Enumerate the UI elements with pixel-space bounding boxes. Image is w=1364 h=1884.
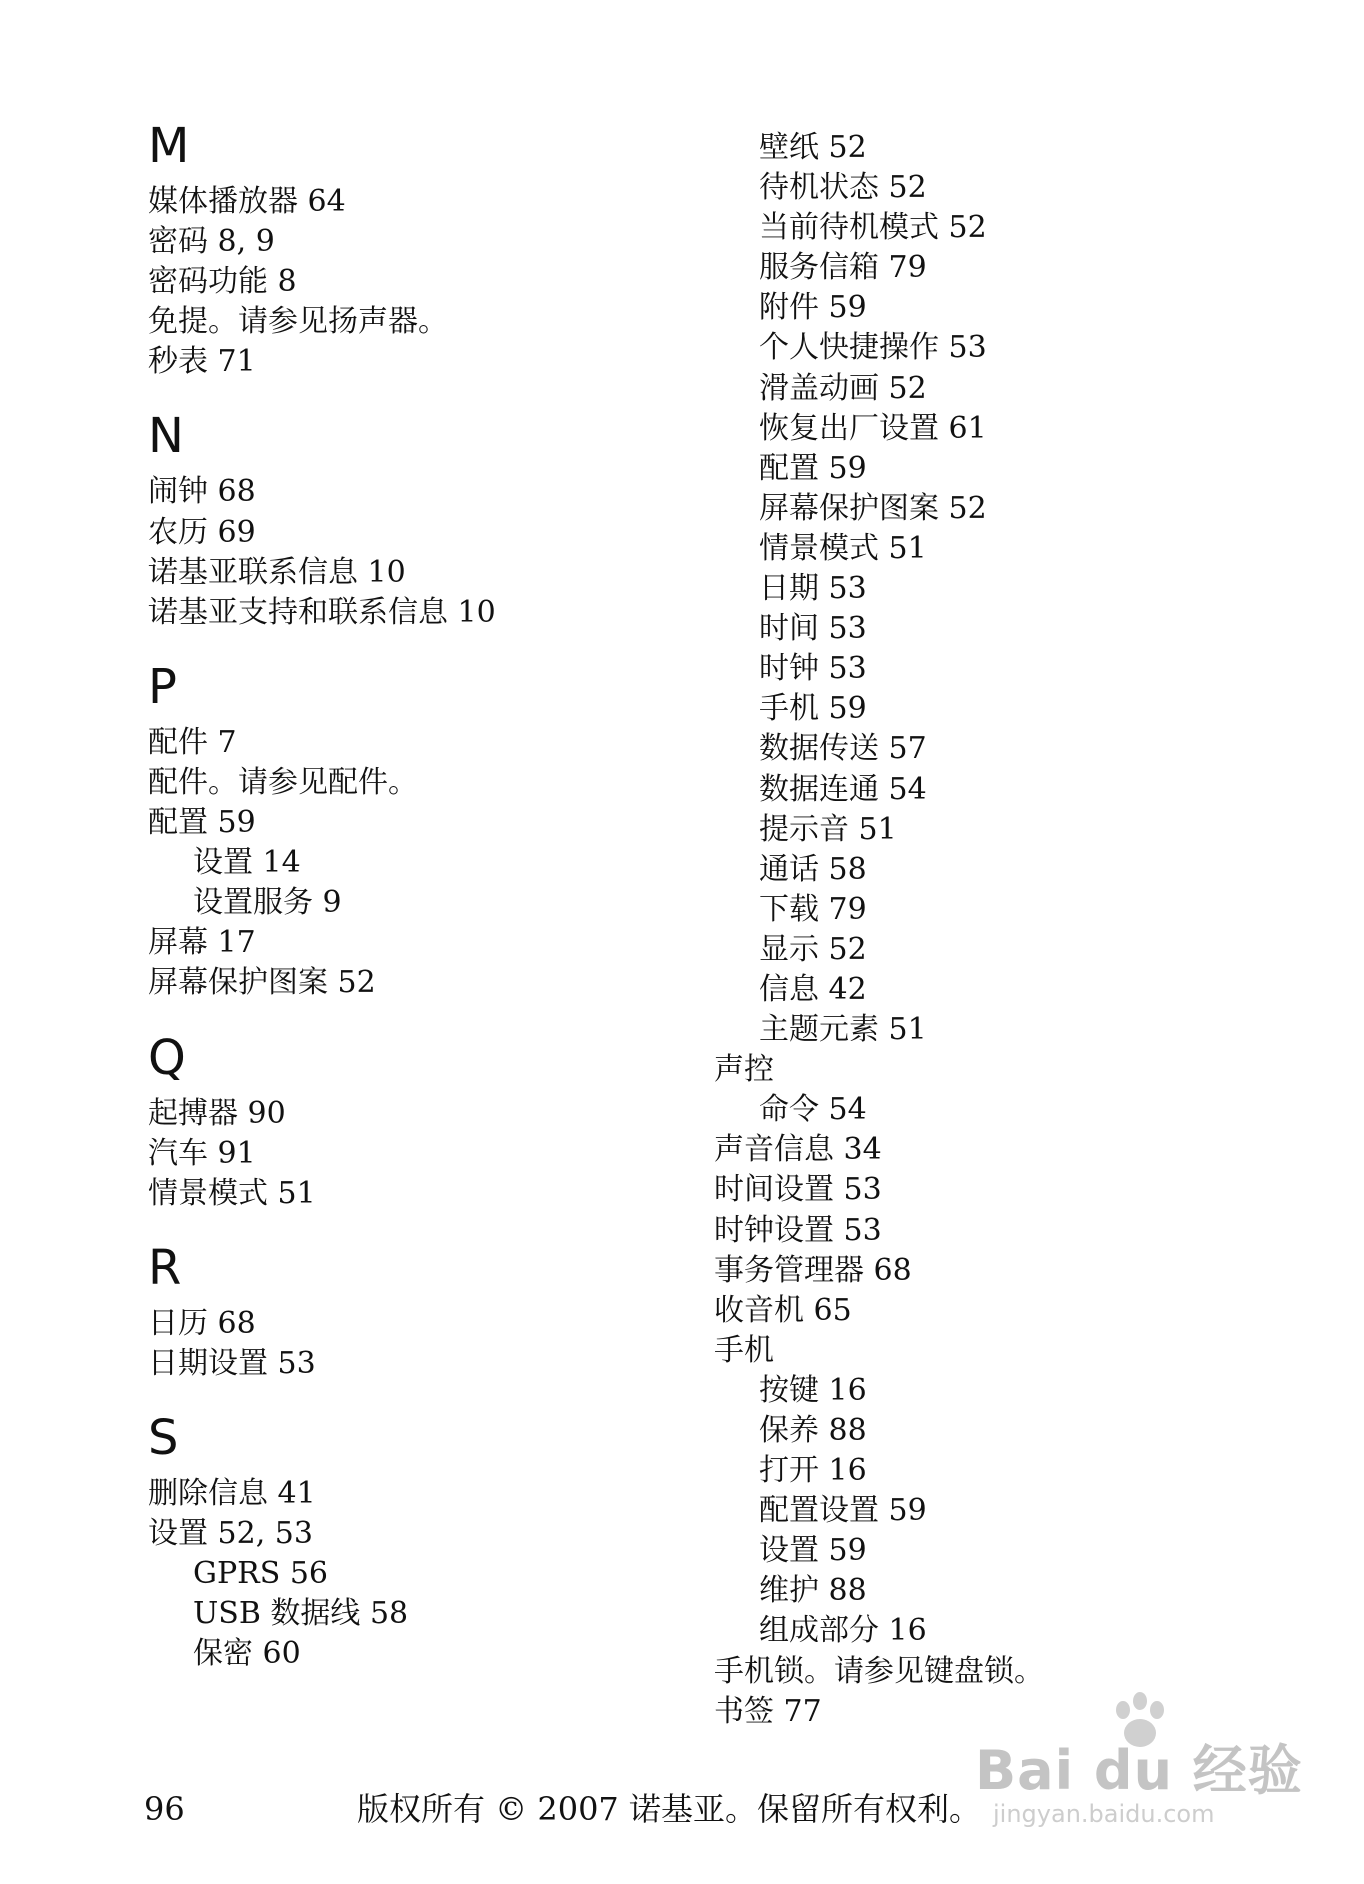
- baidu-watermark: [975, 1688, 1305, 1838]
- index-entry: 日期设置 53: [148, 1345, 316, 1381]
- index-entry: 手机锁。请参见键盘锁。: [714, 1653, 1044, 1689]
- index-entry: 日历 68: [148, 1305, 256, 1341]
- index-entry: 删除信息 41: [148, 1475, 316, 1511]
- index-entry: 闹钟 68: [148, 474, 256, 510]
- section-letter: S: [148, 1409, 179, 1466]
- index-entry: 密码 8, 9: [148, 224, 275, 260]
- index-column-left: [148, 118, 708, 1674]
- index-subentry: 按键 16: [759, 1372, 867, 1408]
- index-entry: 免提。请参见扬声器。: [148, 304, 448, 340]
- index-entry: 诺基亚支持和联系信息 10: [148, 594, 496, 630]
- index-subentry: 日期 53: [759, 571, 867, 607]
- index-subentry: 数据连通 54: [759, 771, 927, 807]
- index-subentry: 组成部分 16: [759, 1613, 927, 1649]
- index-entry: 声音信息 34: [714, 1132, 882, 1168]
- index-subentry: 保养 88: [759, 1413, 867, 1448]
- index-subentry: 当前待机模式 52: [759, 210, 987, 246]
- index-subentry: 提示音 51: [759, 811, 897, 847]
- copyright-notice: 版权所有 © 2007 诺基亚。保留所有权利。: [357, 1790, 981, 1828]
- index-entry: 配置 59: [148, 805, 256, 841]
- page-number: 96: [144, 1790, 185, 1828]
- watermark-url: jingyan.baidu.com: [993, 1800, 1215, 1828]
- index-subentry: 附件 59: [759, 290, 867, 326]
- index-subentry: 个人快捷操作 53: [759, 330, 987, 366]
- index-subentry: 时钟 53: [759, 651, 867, 687]
- section-letter: P: [148, 658, 177, 715]
- index-entry: 时钟设置 53: [714, 1212, 882, 1248]
- index-subentry: 命令 54: [759, 1092, 867, 1128]
- index-subentry: 信息 42: [759, 971, 867, 1007]
- index-subentry: 配置 59: [759, 450, 867, 486]
- index-entry: 书签 77: [714, 1693, 822, 1729]
- index-entry: 密码功能 8: [148, 264, 297, 300]
- index-subentry: 服务信箱 79: [759, 250, 927, 286]
- index-subentry: 恢复出厂设置 61: [759, 410, 987, 446]
- section-letter: Q: [148, 1029, 186, 1086]
- index-entry: 时间设置 53: [714, 1172, 882, 1208]
- index-entry: 屏幕 17: [148, 925, 256, 961]
- index-subentry: 保密 60: [193, 1636, 301, 1672]
- index-subentry: 主题元素 51: [759, 1012, 927, 1048]
- index-subentry: GPRS 56: [193, 1556, 328, 1592]
- index-subentry: 配置设置 59: [759, 1493, 927, 1529]
- index-subentry: 通话 58: [759, 851, 867, 887]
- index-entry: 情景模式 51: [148, 1175, 316, 1211]
- section-letter: R: [148, 1239, 182, 1296]
- watermark-brand: Bai du 经验: [975, 1739, 1303, 1802]
- index-subentry: 设置 14: [193, 845, 301, 881]
- index-entry: 配件。请参见配件。: [148, 764, 418, 800]
- index-subentry: 显示 52: [759, 931, 867, 967]
- index-entry: 声控: [714, 1052, 774, 1088]
- index-entry: 汽车 91: [148, 1135, 256, 1171]
- index-entry: 秒表 71: [148, 344, 256, 380]
- index-subentry: 下载 79: [759, 891, 867, 927]
- index-subentry: 维护 88: [759, 1573, 867, 1609]
- index-entry: 配件 7: [148, 724, 237, 760]
- index-entry: 起搏器 90: [148, 1095, 286, 1131]
- index-column-right: [714, 128, 1314, 1732]
- index-entry: 农历 69: [148, 514, 256, 550]
- index-subentry: 手机 59: [759, 691, 867, 727]
- section-letter: M: [148, 118, 190, 174]
- index-subentry: USB 数据线 58: [193, 1596, 409, 1632]
- index-subentry: 滑盖动画 52: [759, 370, 927, 406]
- section-letter: N: [148, 408, 184, 465]
- index-subentry: 设置服务 9: [193, 885, 342, 921]
- index-entry: 事务管理器 68: [714, 1252, 912, 1288]
- index-subentry: 时间 53: [759, 611, 867, 647]
- index-subentry: 数据传送 57: [759, 731, 927, 767]
- index-entry: 诺基亚联系信息 10: [148, 554, 406, 590]
- index-entry: 设置 52, 53: [148, 1516, 313, 1552]
- index-subentry: 情景模式 51: [759, 530, 927, 566]
- index-entry: 屏幕保护图案 52: [148, 965, 376, 1001]
- index-subentry: 设置 59: [759, 1533, 867, 1569]
- index-entry: 收音机 65: [714, 1292, 852, 1328]
- index-subentry: 壁纸 52: [759, 130, 867, 165]
- index-entry: 媒体播放器 64: [148, 184, 346, 219]
- index-entry: 手机: [714, 1332, 774, 1368]
- index-subentry: 打开 16: [759, 1453, 867, 1489]
- index-subentry: 屏幕保护图案 52: [759, 490, 987, 526]
- index-subentry: 待机状态 52: [759, 170, 927, 206]
